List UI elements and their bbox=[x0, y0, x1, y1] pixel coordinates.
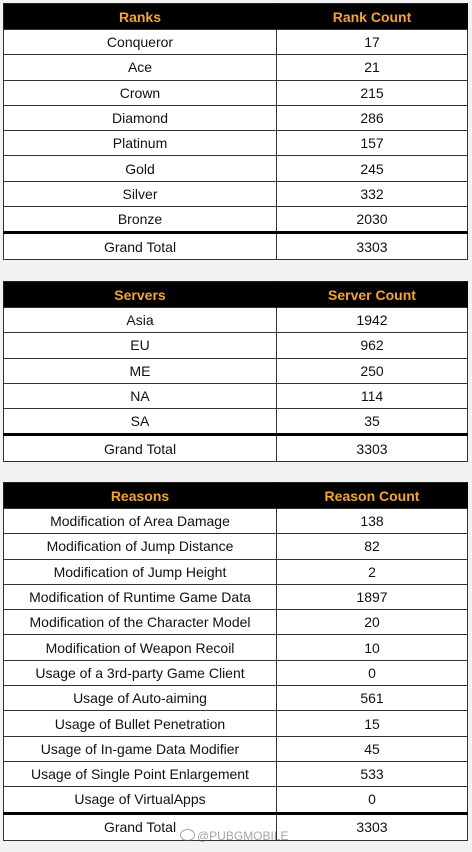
table-row bbox=[4, 131, 468, 156]
server-name: ME bbox=[4, 358, 277, 383]
server-count: 250 bbox=[277, 358, 468, 383]
table-row bbox=[4, 207, 468, 233]
ranks-count-header: Rank Count bbox=[277, 4, 468, 30]
table-row bbox=[4, 105, 468, 130]
table-row bbox=[4, 660, 468, 685]
reason-count: 561 bbox=[277, 686, 468, 711]
table-row bbox=[4, 610, 468, 635]
table-row bbox=[4, 383, 468, 408]
reason-name: Modification of Jump Distance bbox=[4, 534, 277, 559]
rank-count: 215 bbox=[277, 80, 468, 105]
servers-table bbox=[3, 281, 468, 462]
reasons-count-header: Reason Count bbox=[277, 483, 468, 509]
rank-count: 157 bbox=[277, 131, 468, 156]
reason-count: 82 bbox=[277, 534, 468, 559]
servers-header-label: Servers bbox=[4, 282, 277, 308]
server-count: 35 bbox=[277, 409, 468, 435]
table-row bbox=[4, 686, 468, 711]
reason-name: Usage of In-game Data Modifier bbox=[4, 736, 277, 761]
rank-name: Conqueror bbox=[4, 30, 277, 55]
server-count: 962 bbox=[277, 333, 468, 358]
table-row bbox=[4, 787, 468, 813]
table-row bbox=[4, 761, 468, 786]
rank-count: 17 bbox=[277, 30, 468, 55]
server-name: Asia bbox=[4, 308, 277, 333]
grand-total-label: Grand Total bbox=[4, 813, 277, 840]
rank-name: Diamond bbox=[4, 105, 277, 130]
reason-count: 2 bbox=[277, 559, 468, 584]
table-row bbox=[4, 333, 468, 358]
server-name: EU bbox=[4, 333, 277, 358]
grand-total-row bbox=[4, 435, 468, 462]
reason-name: Usage of Bullet Penetration bbox=[4, 711, 277, 736]
table-row bbox=[4, 534, 468, 559]
table-row bbox=[4, 308, 468, 333]
reason-name: Modification of the Character Model bbox=[4, 610, 277, 635]
reason-name: Usage of VirtualApps bbox=[4, 787, 277, 813]
watermark bbox=[180, 829, 289, 843]
rank-count: 245 bbox=[277, 156, 468, 181]
servers-count-header: Server Count bbox=[277, 282, 468, 308]
reason-name: Modification of Jump Height bbox=[4, 559, 277, 584]
table-row bbox=[4, 358, 468, 383]
rank-count: 332 bbox=[277, 181, 468, 206]
reason-count: 10 bbox=[277, 635, 468, 660]
watermark-text: @PUBGMOBILE bbox=[197, 829, 289, 843]
table-row bbox=[4, 509, 468, 534]
reason-name: Modification of Runtime Game Data bbox=[4, 584, 277, 609]
grand-total-row bbox=[4, 233, 468, 260]
reason-count: 0 bbox=[277, 787, 468, 813]
table-row bbox=[4, 181, 468, 206]
table-row bbox=[4, 80, 468, 105]
rank-name: Crown bbox=[4, 80, 277, 105]
rank-name: Gold bbox=[4, 156, 277, 181]
rank-count: 2030 bbox=[277, 207, 468, 233]
table-row bbox=[4, 156, 468, 181]
reasons-header-label: Reasons bbox=[4, 483, 277, 509]
ranks-header-row bbox=[4, 4, 468, 30]
server-count: 114 bbox=[277, 383, 468, 408]
reason-count: 138 bbox=[277, 509, 468, 534]
rank-count: 21 bbox=[277, 55, 468, 80]
grand-total-value: 3303 bbox=[277, 813, 468, 840]
reason-count: 20 bbox=[277, 610, 468, 635]
reason-name: Usage of Auto-aiming bbox=[4, 686, 277, 711]
reasons-header-row bbox=[4, 483, 468, 509]
reason-name: Modification of Area Damage bbox=[4, 509, 277, 534]
reason-count: 533 bbox=[277, 761, 468, 786]
reason-name: Modification of Weapon Recoil bbox=[4, 635, 277, 660]
table-row bbox=[4, 584, 468, 609]
rank-name: Silver bbox=[4, 181, 277, 206]
table-row bbox=[4, 736, 468, 761]
table-row bbox=[4, 711, 468, 736]
reasons-table bbox=[3, 482, 468, 841]
server-count: 1942 bbox=[277, 308, 468, 333]
reason-count: 45 bbox=[277, 736, 468, 761]
rank-name: Ace bbox=[4, 55, 277, 80]
reason-name: Usage of Single Point Enlargement bbox=[4, 761, 277, 786]
table-row bbox=[4, 635, 468, 660]
servers-header-row bbox=[4, 282, 468, 308]
table-row bbox=[4, 55, 468, 80]
table-row bbox=[4, 409, 468, 435]
server-name: SA bbox=[4, 409, 277, 435]
weibo-icon bbox=[180, 829, 195, 841]
reason-count: 1897 bbox=[277, 584, 468, 609]
rank-name: Bronze bbox=[4, 207, 277, 233]
rank-count: 286 bbox=[277, 105, 468, 130]
grand-total-value: 3303 bbox=[277, 435, 468, 462]
reason-count: 0 bbox=[277, 660, 468, 685]
ranks-header-label: Ranks bbox=[4, 4, 277, 30]
grand-total-label: Grand Total bbox=[4, 435, 277, 462]
grand-total-value: 3303 bbox=[277, 233, 468, 260]
table-row bbox=[4, 30, 468, 55]
table-row bbox=[4, 559, 468, 584]
rank-name: Platinum bbox=[4, 131, 277, 156]
server-name: NA bbox=[4, 383, 277, 408]
reason-name: Usage of a 3rd-party Game Client bbox=[4, 660, 277, 685]
ranks-table bbox=[3, 3, 468, 260]
grand-total-label: Grand Total bbox=[4, 233, 277, 260]
reason-count: 15 bbox=[277, 711, 468, 736]
